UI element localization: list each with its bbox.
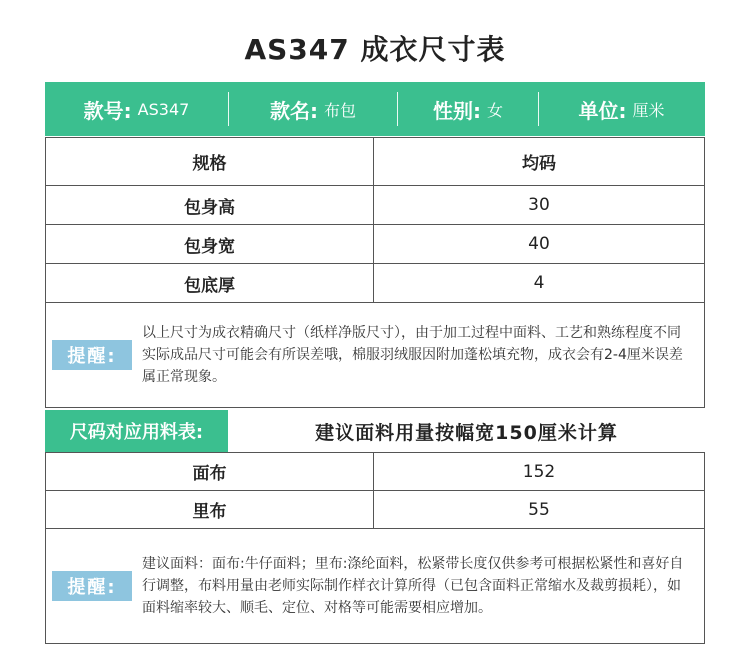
header-one-size: 均码 [374,138,705,186]
row-value: 30 [374,186,705,225]
reminder-text: 以上尺寸为成衣精确尺寸（纸样净版尺寸），由于加工过程中面料、工艺和熟练程度不同实际成品尺寸可能会有所误差哦，棉服羽绒服因附加蓬松填充物，成衣会有2-4厘米误差属正常现象。 [142,325,683,385]
page-title: AS347 成衣尺寸表 [244,33,506,66]
fabric-usage-bar [45,410,705,452]
fabric-table [45,452,705,529]
reminder-badge: 提醒: [52,571,132,601]
row-value: 152 [374,453,705,491]
divider [397,92,398,126]
table-row [46,186,705,225]
divider [538,92,539,126]
style-name [229,82,397,136]
fabric-usage-tag: 尺码对应用料表: [45,410,228,452]
header-spec: 规格 [46,138,374,186]
style-number-label: 款号: [83,98,132,123]
reminder-badge: 提醒: [52,340,132,370]
row-label: 里布 [46,491,374,529]
row-value: 40 [374,225,705,264]
row-label: 面布 [46,453,374,491]
gender-value: 女 [486,100,503,120]
row-value: 4 [374,264,705,303]
table-row [46,225,705,264]
gender-label: 性别: [432,98,481,123]
row-value: 55 [374,491,705,529]
table-row [46,491,705,529]
row-label: 包底厚 [46,264,374,303]
style-name-label: 款名: [269,98,318,123]
divider [228,92,229,126]
reminder-note-1 [45,303,705,408]
style-number-value: AS347 [137,99,190,119]
unit [539,82,704,136]
unit-value: 厘米 [632,100,665,120]
row-label: 包身高 [46,186,374,225]
info-bar [45,82,705,136]
reminder-note-2 [45,529,705,644]
table-row [46,264,705,303]
size-table [45,137,705,303]
table-row [46,453,705,491]
reminder-text: 建议面料：面布:牛仔面料；里布:涤纶面料，松紧带长度仅供参考可根据松紧性和喜好自行调整，布料用量由老师实际制作样衣计算所得（已包含面料正常缩水及裁剪损耗），如面料缩率较大、顺毛、定位、对格等可能需要相应增加。 [142,556,684,616]
fabric-usage-rule: 建议面料用量按幅宽150厘米计算 [315,421,618,444]
row-label: 包身宽 [46,225,374,264]
gender [398,82,538,136]
style-number [45,82,228,136]
size-table-header [46,138,705,186]
unit-label: 单位: [578,98,627,123]
style-name-value: 布包 [323,100,356,120]
